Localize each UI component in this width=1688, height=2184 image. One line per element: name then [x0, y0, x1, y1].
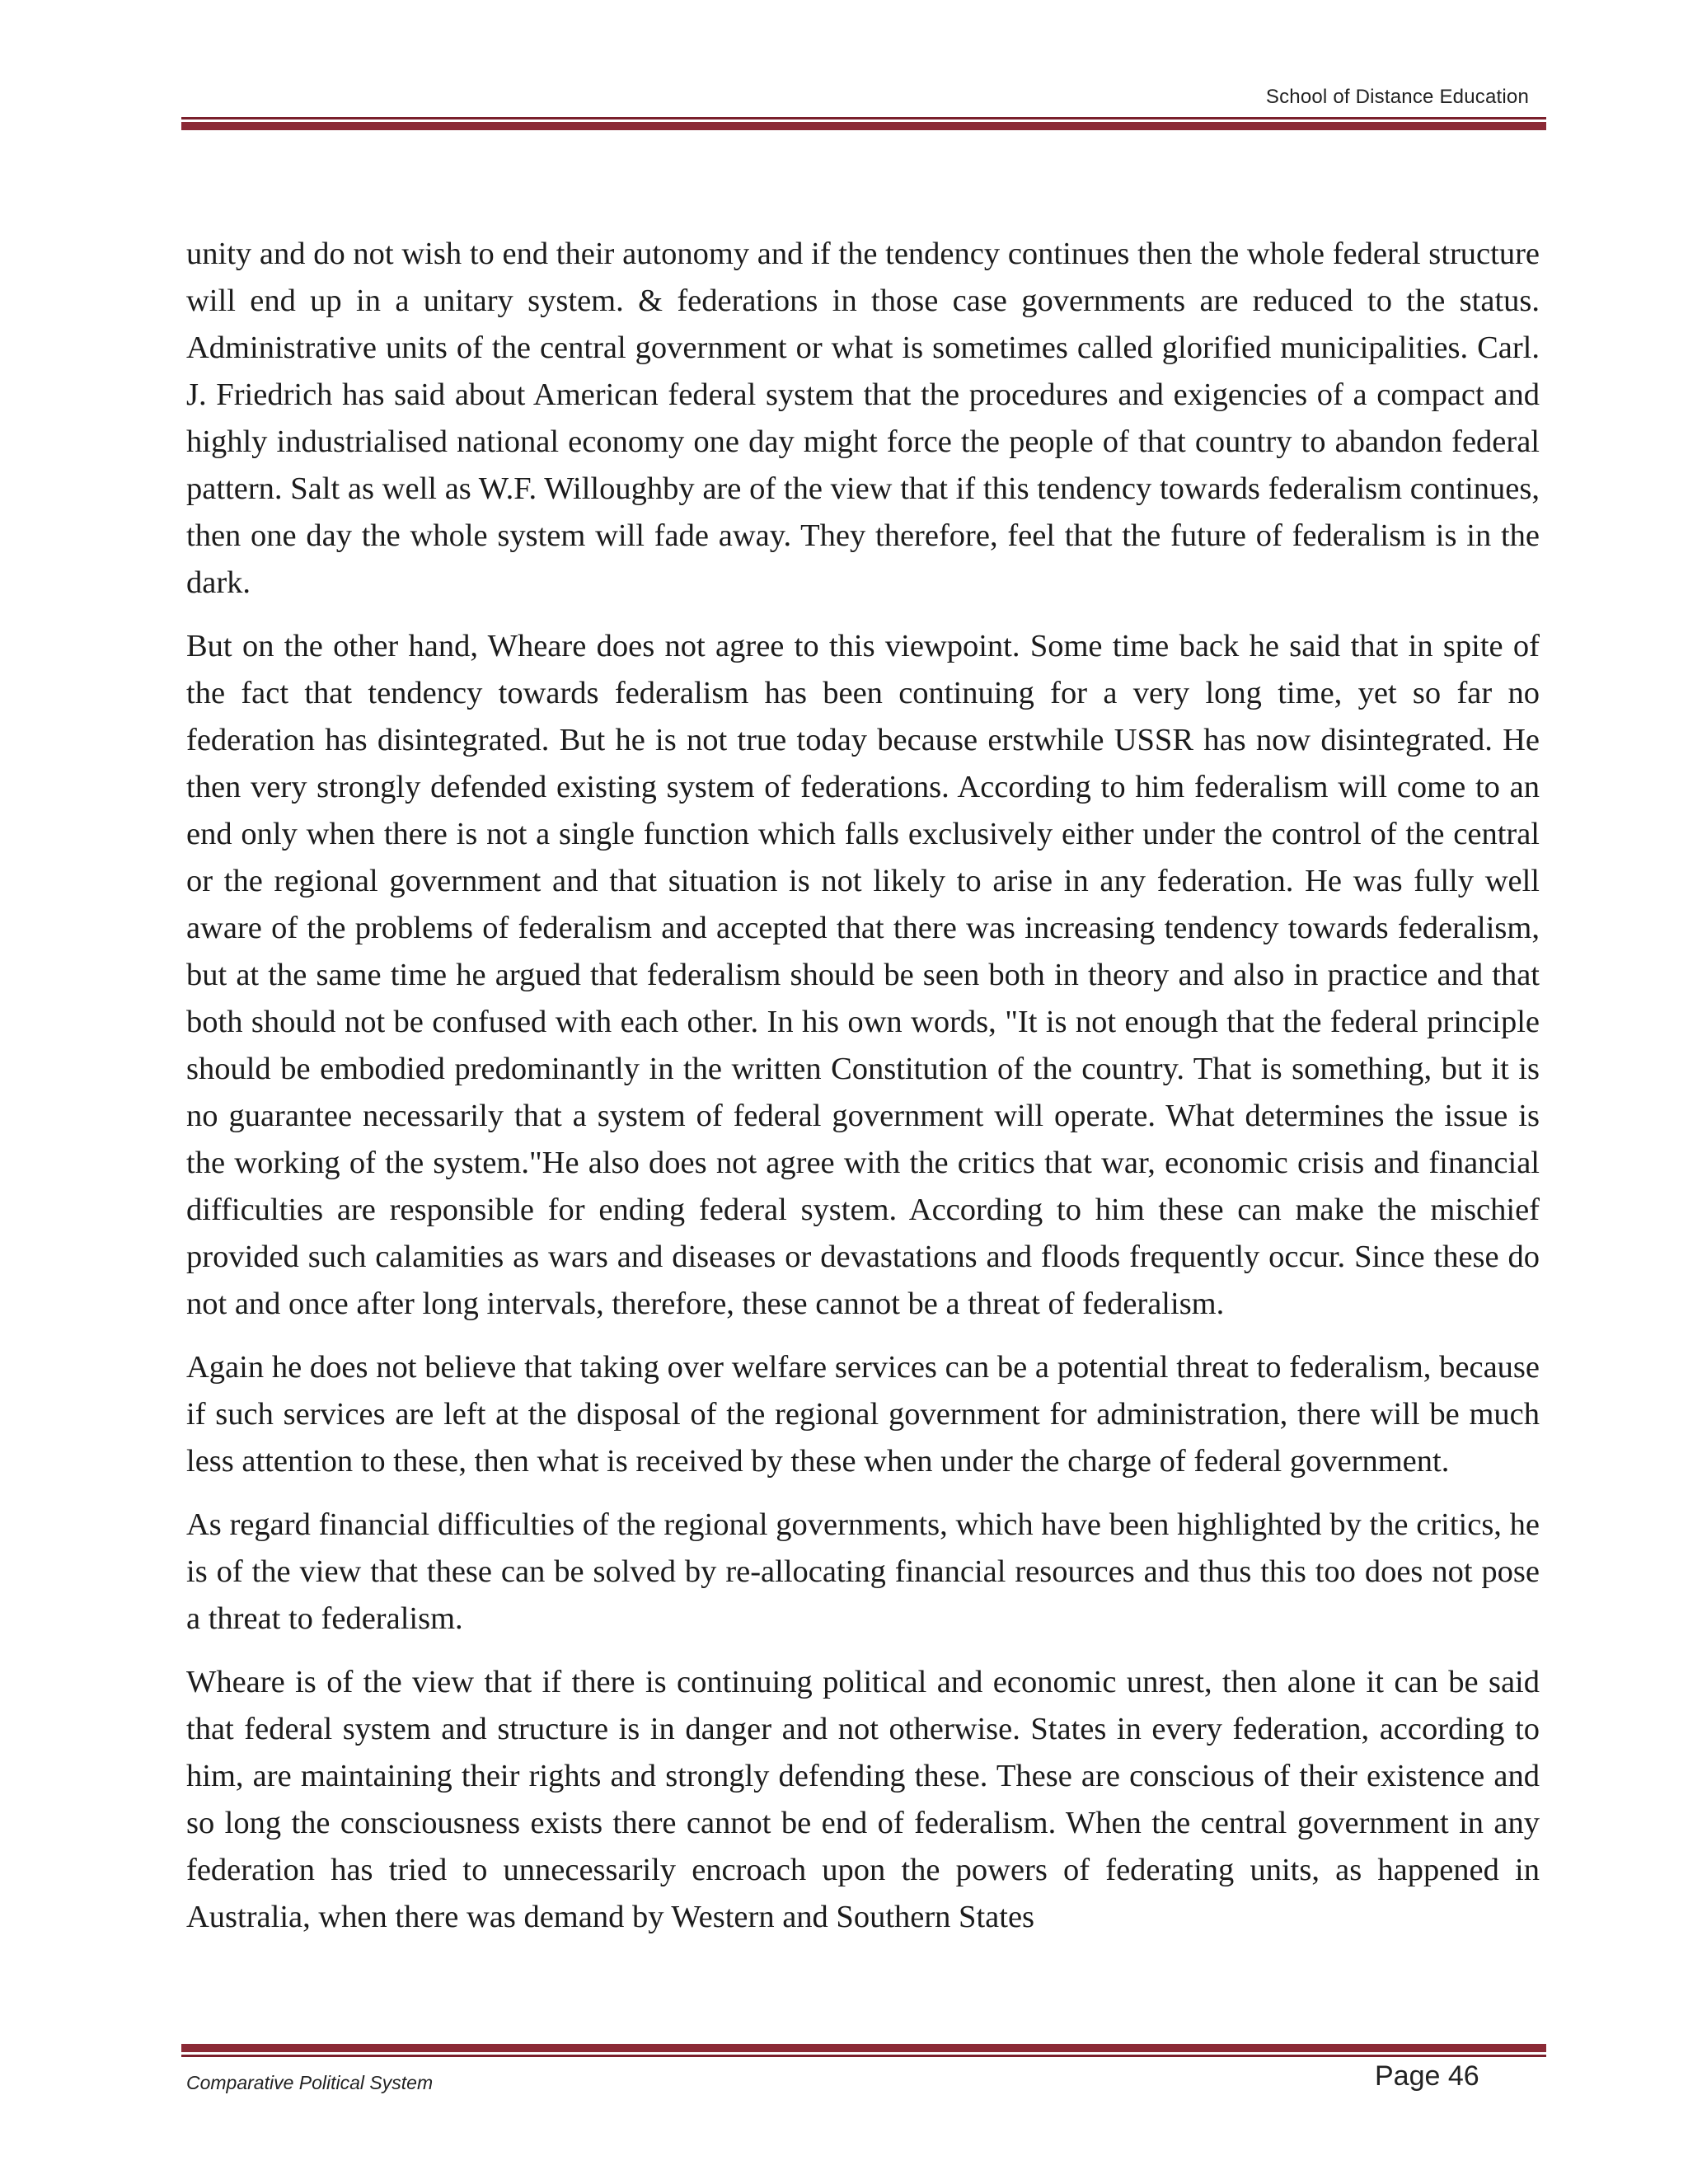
footer-course-title: Comparative Political System	[186, 2072, 434, 2093]
page-number: Page 46	[1375, 2060, 1479, 2092]
paragraph-5: Wheare is of the view that if there is continuing political and economic unrest, then alone it can be said that federal system and structure is in danger and not otherwise. States in every federation, according to him, are maintaining their rights and strongly defending these. These are conscious of their existence and so long the consciousness exists there cannot be end of federalism. When the central government in any federation has tried to unnecessarily encroach upon the powers of federating units, as happened in Australia, when there was demand by Western and Southern States	[186, 1665, 1540, 1934]
paragraph-1: unity and do not wish to end their autonomy and if the tendency continues then the whole federal structure will end up in a unitary system. & federations in those case governments are reduced to the status. Administrative units of the central government or what is sometimes called glorified municipalities. Carl. J. Friedrich has said about American federal system that the procedures and exigencies of a compact and highly industrialised national economy one day might force the people of that country to abandon federal pattern. Salt as well as W.F. Willoughby are of the view that if this tendency towards federalism continues, then one day the whole system will fade away. They therefore, feel that the future of federalism is in the dark.	[186, 237, 1540, 600]
paragraph-2: But on the other hand, Wheare does not agree to this viewpoint. Some time back he said that in spite of the fact that tendency towards federalism has been continuing for a very long time, yet so far no federation has disintegrated. But he is not true today because erstwhile USSR has now disintegrated. He then very strongly defended existing system of federations. According to him federalism will come to an end only when there is not a single function which falls exclusively either under the control of the central or the regional government and that situation is not likely to arise in any federation. He was fully well aware of the problems of federalism and accepted that there was increasing tendency towards federalism, but at the same time he argued that federalism should be seen both in theory and also in practice and that both should not be confused with each other. In his own words, "It is not enough that the federal principle should be embodied predominantly in the written Constitution of the country. That is something, but it is no guarantee necessarily that a system of federal government will operate. What determines the issue is the working of the system."He also does not agree with the critics that war, economic crisis and financial difficulties are responsible for ending federal system. According to him these can make the mischief provided such calamities as wars and diseases or devastations and floods frequently occur. Since these do not and once after long intervals, therefore, these cannot be a threat of federalism.	[186, 629, 1540, 1321]
paragraph-3: Again he does not believe that taking over welfare services can be a potential threat to federalism, because if such services are left at the disposal of the regional government for administration, there will be much less attention to these, then what is received by these when under the charge of federal government.	[186, 1350, 1540, 1479]
header-title: School of Distance Education	[1265, 86, 1529, 108]
body-text	[186, 231, 1540, 1957]
paragraph-4: As regard financial difficulties of the regional governments, which have been highlighted by the critics, he is of the view that these can be solved by re-allocating financial resources and thus this too does not pose a threat to federalism.	[186, 1507, 1540, 1636]
footer-rule	[181, 2044, 1546, 2057]
header-rule	[181, 117, 1546, 130]
